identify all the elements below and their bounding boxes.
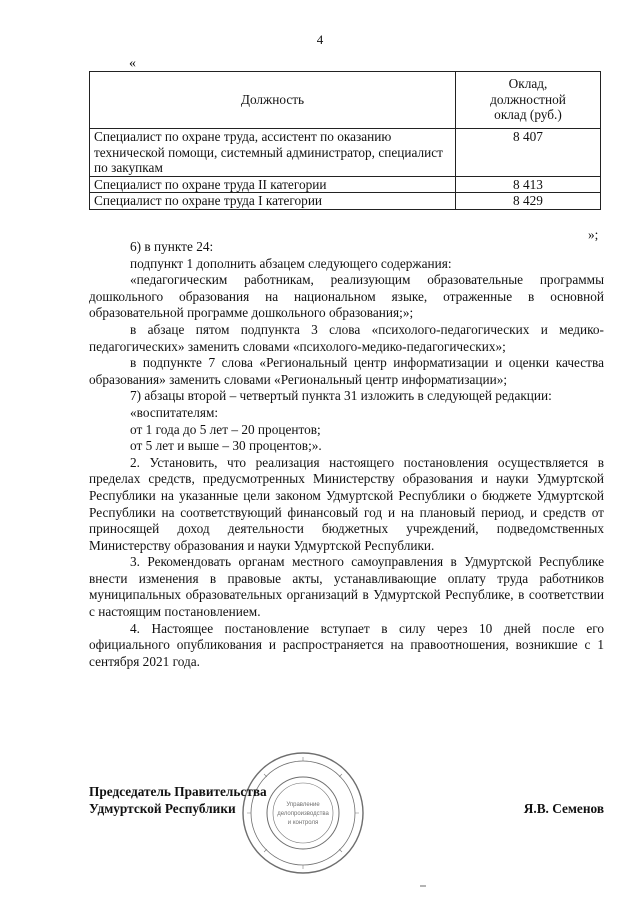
seal-center-line-2: делопроизводства <box>277 811 329 817</box>
close-quote: »; <box>588 227 599 242</box>
row-position: Специалист по охране труда I категории <box>90 193 456 210</box>
paragraph: 4. Настоящее постановление вступает в силу через 10 дней после его официального опубликования и распространяется на правоотношения, возникшие с 1 сентября 2021 года. <box>89 620 604 669</box>
table-header-row <box>90 72 601 129</box>
signatory-title-line-1: Председатель Правительства <box>89 784 267 799</box>
signatory-name: Я.В. Семенов <box>523 801 604 816</box>
paragraph: подпункт 1 дополнить абзацем следующего содержания: <box>130 255 452 271</box>
header-salary <box>456 72 601 129</box>
body-text <box>89 239 604 670</box>
paragraph: от 1 года до 5 лет – 20 процентов; <box>130 421 321 437</box>
salary-table <box>89 71 601 210</box>
header-salary-text: Оклад, должностной оклад (руб.) <box>490 76 566 122</box>
paragraph: 6) в пункте 24: <box>130 239 214 254</box>
seal-center-line-1: Управление <box>286 802 320 808</box>
paragraph: в абзаце пятом подпункта 3 слова «психолого-педагогических и медико-педагогических» заменить словами «психолого-медико-педагогических»; <box>89 321 604 354</box>
paragraph: 7) абзацы второй – четвертый пункта 31 изложить в следующей редакции: <box>130 388 552 404</box>
paragraph: «воспитателям: <box>130 404 219 420</box>
row-position: Специалист по охране труда, ассистент по оказанию технической помощи, системный администратор, специалист по закупкам <box>90 129 456 177</box>
row-salary: 8 407 <box>456 129 601 177</box>
paragraph: от 5 лет и выше – 30 процентов;». <box>130 438 322 454</box>
margin-mark-icon <box>419 883 427 889</box>
row-salary: 8 413 <box>456 176 601 193</box>
page-number: 4 <box>316 32 324 47</box>
table-row <box>90 129 601 177</box>
paragraph: в подпункте 7 слова «Региональный центр информатизации и оценки качества образования» заменить словами «Региональный центр информатизации»; <box>89 355 604 387</box>
row-position: Специалист по охране труда II категории <box>90 176 456 193</box>
signatory-title-line-2: Удмуртской Республики <box>89 801 236 816</box>
row-salary: 8 429 <box>456 193 601 210</box>
table-row <box>90 193 601 210</box>
seal-center-line-3: и контроля <box>287 820 319 826</box>
header-position: Должность <box>90 72 456 129</box>
paragraph: 3. Рекомендовать органам местного самоуправления в Удмуртской Республике внести изменения в правовые акты, устанавливающие оплату труда работников муниципальных образовательных организаций в Удмуртской Республике, в соответствии с настоящим постановлением. <box>89 554 604 620</box>
table-row <box>90 176 601 193</box>
open-quote: « <box>129 56 136 71</box>
paragraph: 2. Установить, что реализация настоящего постановления осуществляется в пределах средств, предусмотренных Министерству образования и науки Удмуртской Республики на указанные цели законом Удмуртской Республики о бюджете Удмуртской Республики на соответствующий финансовый год и на плановый период, и средств от приносящей доход деятельности бюджетных учреждений, подведомственных Министерству образования и науки Удмуртской Республики. <box>89 454 604 553</box>
paragraph: «педагогическим работникам, реализующим образовательные программы дошкольного образования на национальном языке, отраженные в основной образовательной программе дошкольного образования;»; <box>89 272 604 321</box>
signature-block <box>89 783 604 817</box>
